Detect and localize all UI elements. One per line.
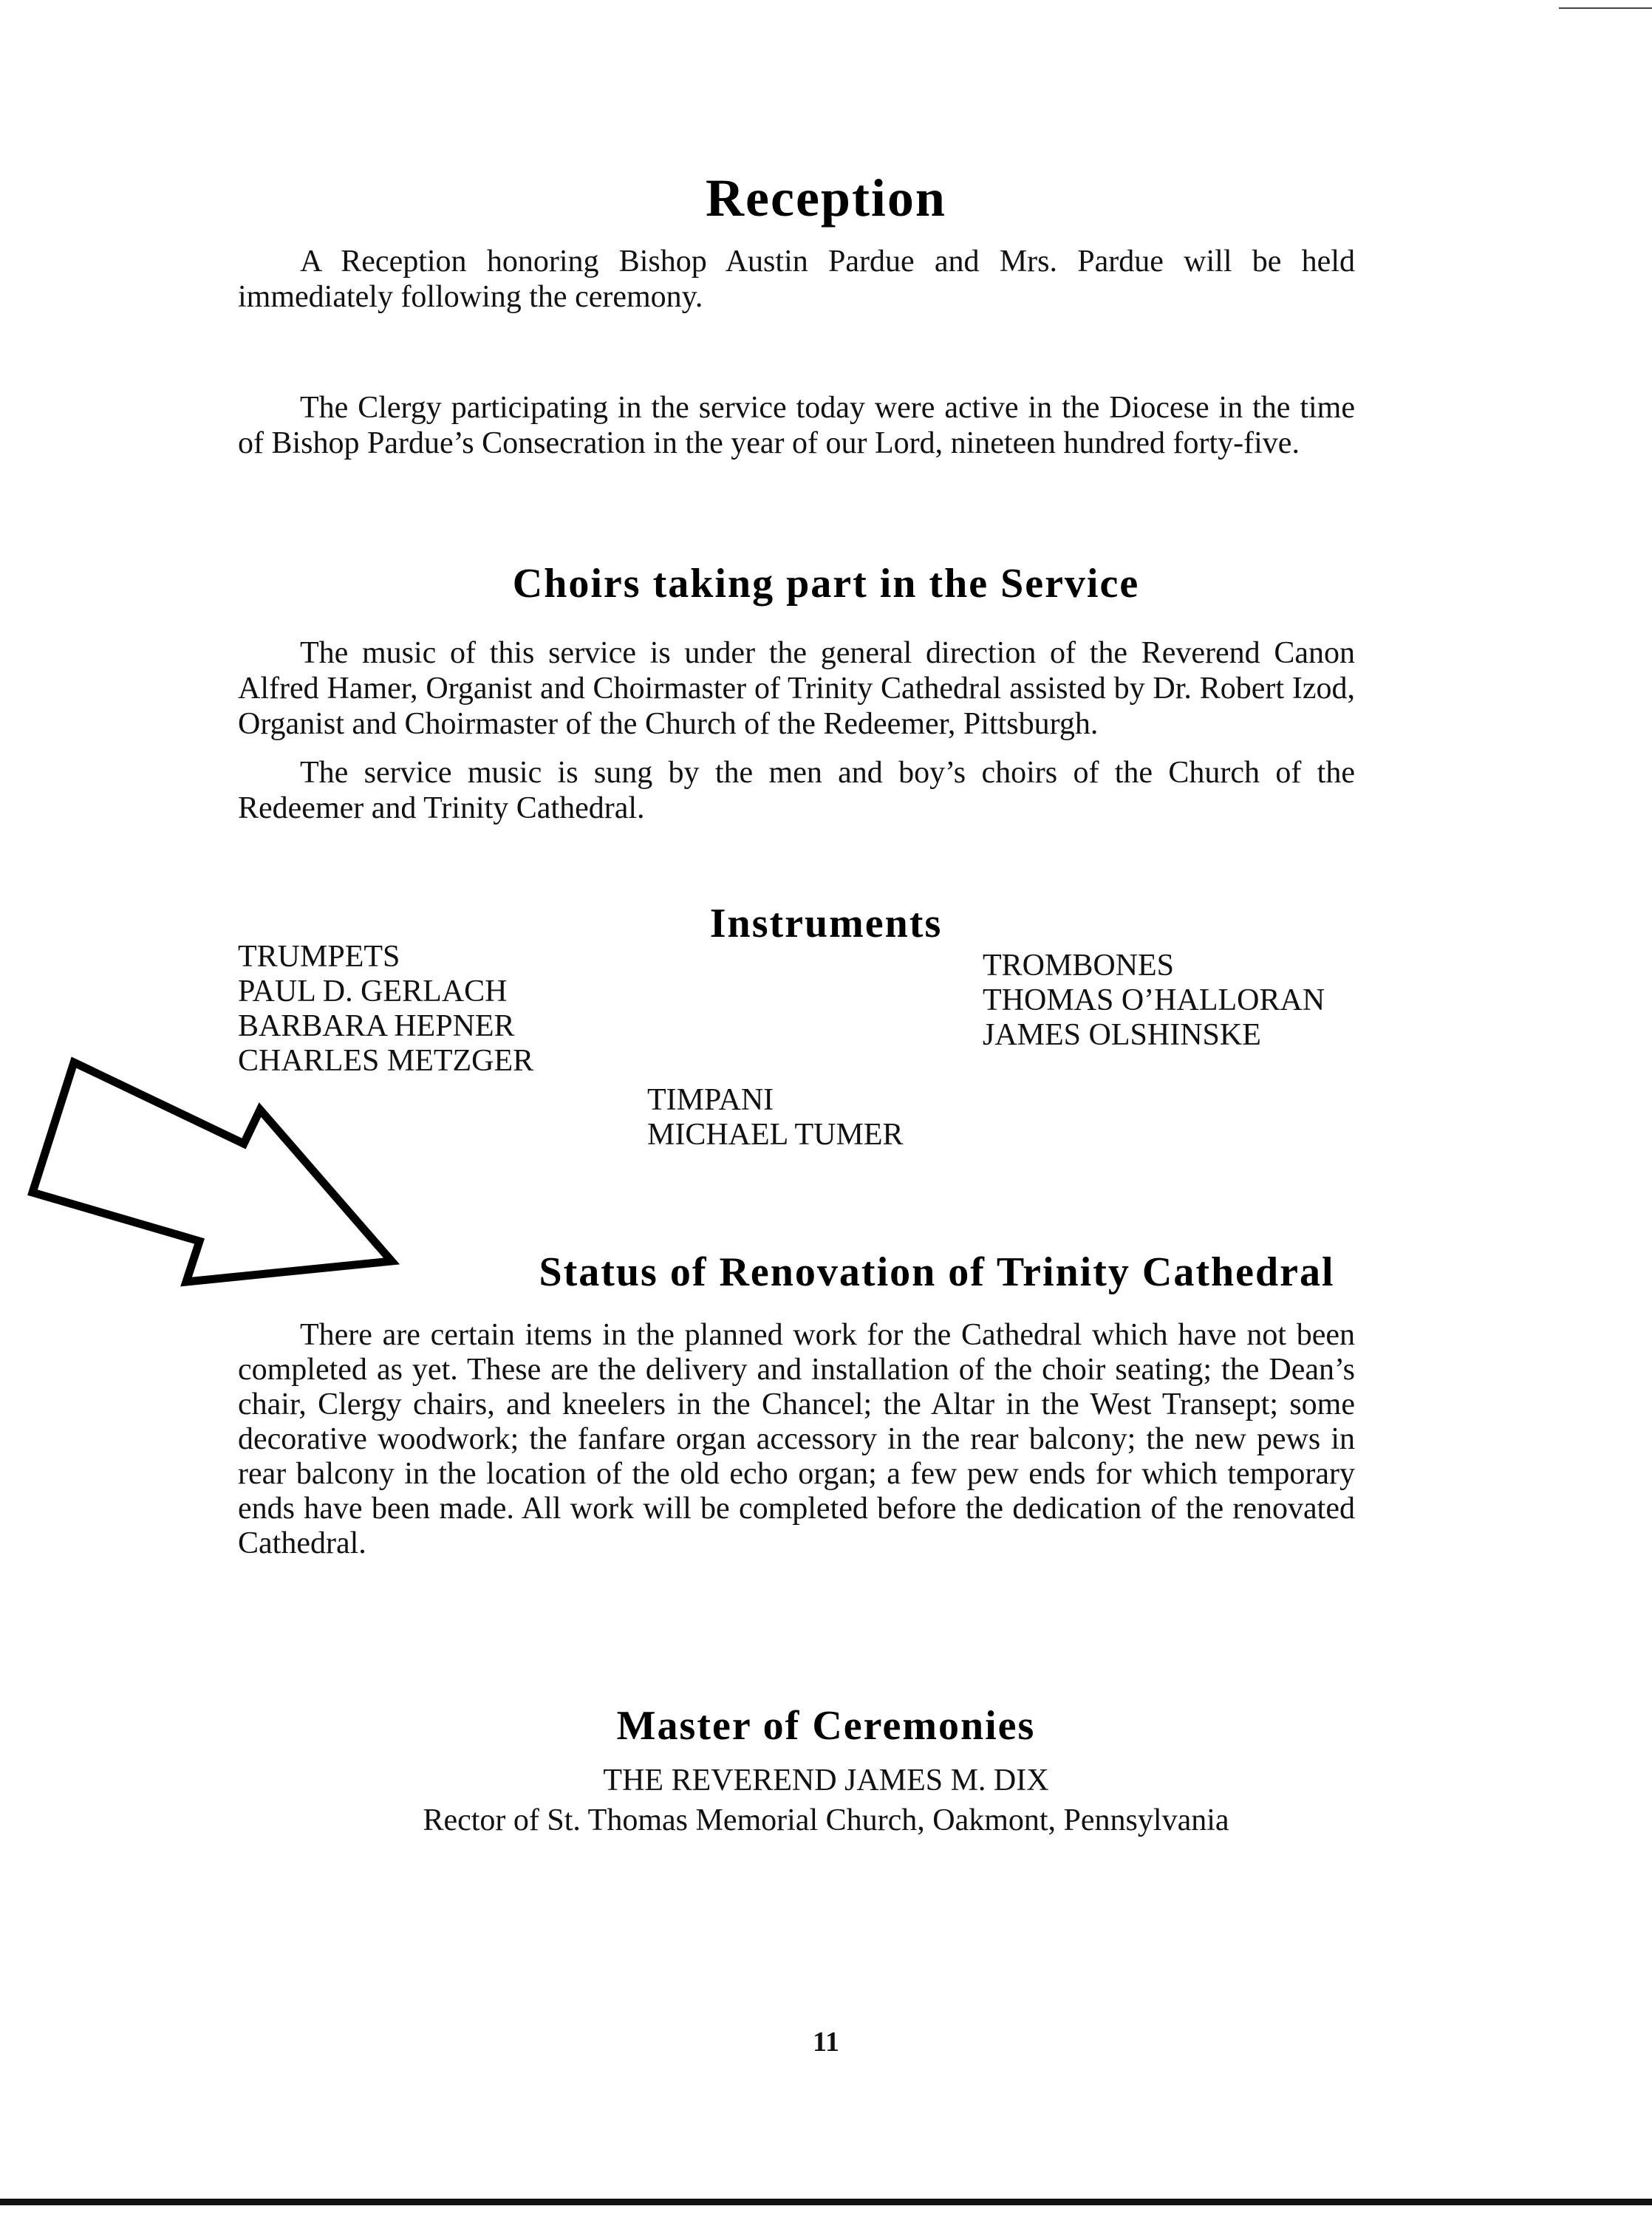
trumpets-player: CHARLES METZGER — [238, 1044, 534, 1078]
page-number: 11 — [813, 2027, 839, 2058]
reception-paragraph: A Reception honoring Bishop Austin Pardue and Mrs. Pardue will be held immediately following the ceremony. — [238, 245, 1355, 314]
master-name: THE REVEREND JAMES M. DIX — [603, 1764, 1049, 1797]
choirs-heading: Choirs taking part in the Service — [512, 561, 1140, 607]
instruments-heading: Instruments — [709, 901, 943, 946]
choirs-service-music-paragraph: The service music is sung by the men and boy’s choirs of the Church of the Redeemer and Trinity Cathedral. — [238, 756, 1355, 825]
trumpets-player: PAUL D. GERLACH — [238, 974, 508, 1008]
trombones-list — [983, 949, 1325, 1053]
trombones-player: JAMES OLSHINSKE — [983, 1018, 1261, 1052]
master-of-ceremonies-heading: Master of Ceremonies — [616, 1703, 1036, 1749]
timpani-label: TIMPANI — [647, 1083, 774, 1117]
choirs-direction-paragraph: The music of this service is under the general direction of the Reverend Canon Alfred Hamer, Organist and Choirmaster of Trinity Cathedral assisted by Dr. Robert Izod, Organist and Choirmaster of the Church of the Redeemer, Pittsburgh. — [238, 636, 1355, 741]
master-title: Rector of St. Thomas Memorial Church, Oakmont, Pennsylvania — [423, 1803, 1229, 1837]
renovation-paragraph: There are certain items in the planned work for the Cathedral which have not been completed as yet. These are the delivery and installation of the choir seating; the Dean’s chair, Clergy chairs, and kneelers in the Chancel; the Altar in the West Transept; some decorative woodwork; the fanfare organ accessory in the rear balcony; the new pews in rear balcony in the location of the old echo organ; a few pew ends for which temporary ends have been made. All work will be completed before the dedication of the renovated Cathedral. — [238, 1318, 1355, 1560]
timpani-player: MICHAEL TUMER — [647, 1118, 904, 1152]
trombones-player: THOMAS O’HALLORAN — [983, 983, 1325, 1017]
bottom-rule — [0, 2199, 1652, 2205]
timpani-list — [647, 1083, 904, 1153]
reception-heading: Reception — [706, 168, 946, 228]
clergy-paragraph: The Clergy participating in the service today were active in the Diocese in the time of Bishop Pardue’s Consecration in the year of our Lord, nineteen hundred forty-five. — [238, 391, 1355, 460]
trumpets-player: BARBARA HEPNER — [238, 1009, 515, 1043]
top-edge-line — [1559, 7, 1652, 9]
renovation-heading: Status of Renovation of Trinity Cathedral — [539, 1249, 1335, 1295]
trumpets-label: TRUMPETS — [238, 940, 400, 974]
trombones-label: TROMBONES — [983, 949, 1175, 983]
